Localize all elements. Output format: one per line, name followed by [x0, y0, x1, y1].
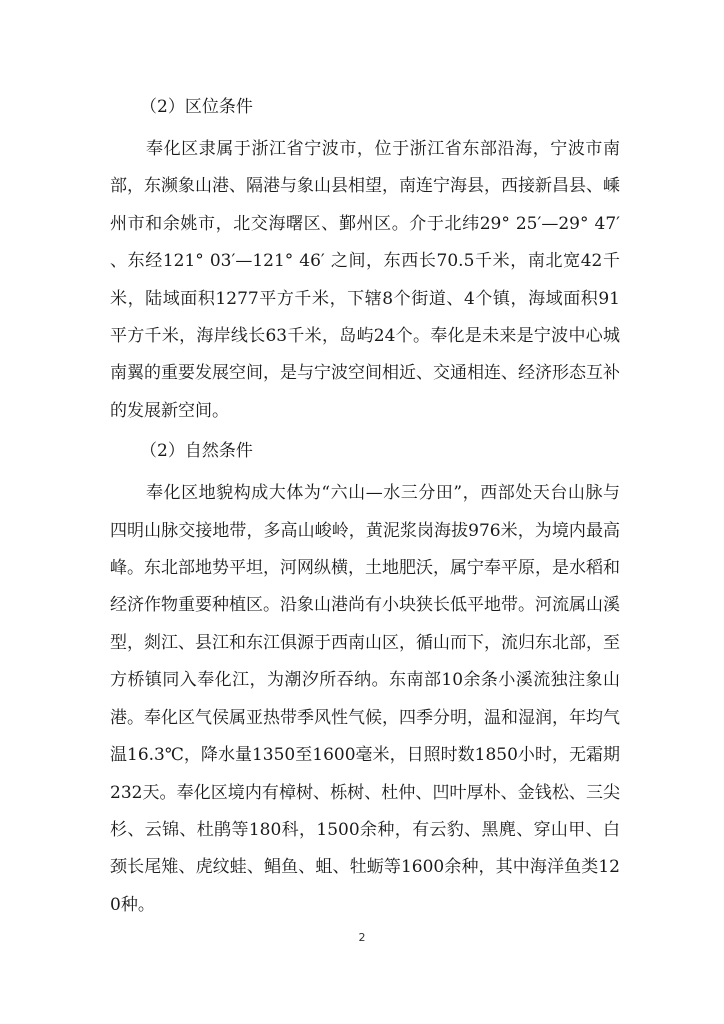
document-body [110, 91, 620, 929]
section-heading-location: （2）区位条件 [140, 97, 253, 117]
section-heading-natural: （2）自然条件 [140, 441, 253, 462]
section-paragraph-natural: 奉化区地貌构成大体为“六山—水三分田”，西部处天台山脉与四明山脉交接地带，多高山峻岭，黄泥浆岗海拔976米，为境内最高峰。东北部地势平坦，河网纵横，土地肥沃，属宁奉平原，是水稻和经济作物重要种植区。沿象山港尚有小块狭长低平地带。河流属山溪型，剡江、县江和东江俱源于西南山区，循山而下，流归东北部，至方桥镇同入奉化江，为潮汐所吞纳。东南部10余条小溪流独注象山港。奉化区气侯属亚热带季风性气候，四季分明，温和湿润，年均气温16.3℃，降水量1350至1600毫米，日照时数1850小时，无霜期232天。奉化区境内有樟树、栎树、杜仲、凹叶厚朴、金钱松、三尖杉、云锦、杜鹃等180科，1500余种，有云豹、黑麂、穿山甲、白颈长尾雉、虎纹蛙、鲳鱼、蛆、牡蛎等1600余种，其中海洋鱼类120种。 [110, 483, 620, 915]
section-paragraph-location: 奉化区隶属于浙江省宁波市，位于浙江省东部沿海，宁波市南部，东濒象山港、隔港与象山县相望，南连宁海县，西接新昌县、嵊州市和余姚市，北交海曙区、鄞州区。介于北纬29° 25′—29° 47′ 、东经121° 03′—121° 46′ 之间，东西长70.5千米，南北宽42千米，陆域面积1277平方千米，下辖8个街道、4个镇，海域面积91平方千米，海岸线长63千米，岛屿24个。奉化是未来是宁波中心城南翼的重要发展空间，是与宁波空间相近、交通相连、经济形态互补的发展新空间。 [110, 139, 620, 421]
page-number: 2 [358, 931, 366, 944]
